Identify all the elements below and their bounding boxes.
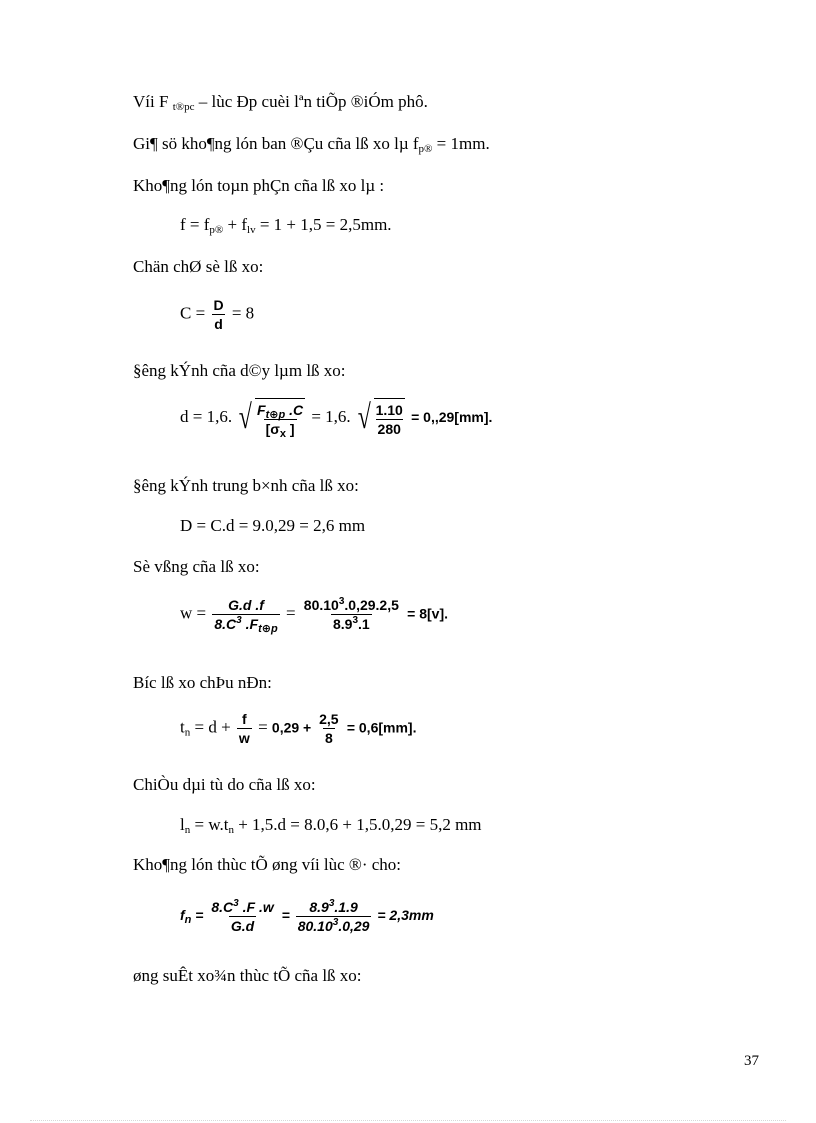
text-segment: = 8 [231,303,255,323]
formula-wire-diameter [180,398,492,438]
text-line-wire-diameter: §êng kÝnh cña d©y lµm lß xo: [133,361,346,380]
fraction-numerator [255,401,305,419]
fraction-numerator: G.d .f [228,597,264,613]
subscript: t®pc [172,101,195,113]
text-line-number-of-coils: Sè vßng cña lß xo: [133,557,260,576]
fraction [211,296,225,333]
square-root [355,398,407,438]
text-segment: + 1,5.d = 8.0,6 + 1,5.0,29 = 5,2 mm [233,815,482,834]
fraction [237,710,252,747]
superscript: 3 [236,615,242,626]
text-segment: = d + [190,717,235,737]
fraction-denominator: 8 [324,730,333,746]
text-segment: = 0,,29[mm]. [411,408,493,425]
text-segment: = 1,6. [311,406,351,426]
radical-sign: √ [357,399,371,436]
superscript: 3 [328,898,335,909]
text-segment: 0,29 + [271,719,316,736]
formula-free-length [180,815,482,835]
text-segment: 8.C [214,616,237,632]
text-line-pitch: Bíc lß xo chÞu nÐn: [133,673,272,692]
fraction [317,710,340,747]
superscript: 3 [332,917,339,928]
text-segment: ] [285,421,295,437]
radical-sign: √ [239,399,253,436]
fraction-denominator [264,419,297,438]
text-segment: – lùc Ðp cuèi lªn tiÕp ®iÓm phô. [194,92,428,111]
text-segment: .1.9 [334,899,358,915]
text-line-torsional-stress: øng suÊt xo¾n thùc tÕ cña lß xo: [133,966,362,985]
fraction-denominator [212,614,279,633]
text-segment: 80.10 [297,918,333,934]
fraction-denominator: d [214,316,223,332]
text-segment: .C [285,402,304,418]
text-segment: Víi F [133,92,173,111]
subscript: n [184,914,192,927]
fraction [296,898,372,935]
text-segment: .1 [358,616,370,632]
text-segment: = 0,6[mm]. [346,719,417,736]
superscript: 3 [233,898,239,909]
text-line-force-definition [133,92,428,112]
fraction-numerator: f [242,711,247,727]
text-segment: 8.9 [332,616,353,632]
text-segment: l [180,815,185,834]
formula-pitch [180,710,416,747]
formula-actual-deflection [180,898,434,935]
text-segment: = 1mm. [432,134,490,153]
text-segment: = 1 + 1,5 = 2,5mm. [255,215,392,234]
fraction-denominator [331,614,372,633]
superscript: 3 [338,596,345,607]
fraction-numerator [209,898,275,916]
subscript: x [279,428,286,440]
square-root [236,398,307,438]
formula-spring-index [180,296,254,333]
page-bottom-divider [30,1120,786,1121]
text-line-mean-diameter: §êng kÝnh trung b×nh cña lß xo: [133,476,359,495]
text-line-initial-deflection [133,134,490,154]
text-segment: [σ [265,421,280,437]
subscript: n [184,824,191,836]
text-segment: d = 1,6. [180,406,233,426]
fraction [209,898,275,935]
text-line-spring-index: Chän chØ sè lß xo: [133,257,264,276]
fraction-numerator: 1.10 [375,402,403,418]
fraction [302,596,401,633]
text-segment: = [285,603,300,623]
text-segment: C = [180,303,210,323]
subscript: n [184,726,191,739]
text-segment: 8.C [211,899,234,915]
text-segment: = [191,907,208,924]
fraction-numerator: D [213,297,224,313]
subscript: p® [209,224,224,236]
text-line-free-length: ChiÒu dµi tù do cña lß xo: [133,775,316,794]
text-line-actual-deflection: Kho¶ng lón thùc tÕ øng víi lùc ®· cho: [133,855,402,874]
text-segment: = [281,907,294,924]
formula-mean-diameter: D = C.d = 9.0,29 = 2,6 mm [180,516,366,535]
text-segment: 80.10 [303,597,339,613]
text-segment: F [257,402,266,418]
text-segment: = w.t [190,815,229,834]
formula-number-of-coils [180,596,448,633]
fraction-numerator: 2,5 [319,711,339,727]
fraction-numerator [307,898,359,916]
text-line-total-deflection: Kho¶ng lón toµn phÇn cña lß xo lµ : [133,176,385,195]
text-segment: f [180,907,185,924]
text-segment: 8.9 [309,899,329,915]
fraction-denominator: w [238,730,250,746]
text-segment: = [258,717,272,737]
fraction-denominator: 280 [377,421,401,437]
text-segment: = 8[v]. [407,605,448,622]
text-segment: = 2,3mm [377,907,434,924]
text-segment: f = f [180,215,210,234]
fraction-numerator [302,596,401,614]
page-number: 37 [744,1053,759,1069]
text-segment: .0,29 [338,918,370,934]
fraction-denominator [296,916,372,935]
text-segment: .F [241,616,259,632]
text-segment: t [180,717,185,737]
fraction [374,398,405,438]
formula-total-deflection [180,215,392,235]
subscript: n [228,824,234,836]
subscript: p® [418,143,433,155]
text-segment: Gi¶ sö kho¶ng lón ban ®Çu cña lß xo lµ f [133,134,419,153]
fraction-denominator: G.d [230,918,255,934]
fraction [255,398,305,438]
subscript: t⊕p [258,623,278,635]
text-segment: .0,29.2,5 [344,597,399,613]
text-segment: w = [180,603,211,623]
text-segment: .F .w [238,899,274,915]
subscript: t⊕p [265,409,286,421]
text-segment: + f [223,215,248,234]
subscript: lv [247,224,256,236]
superscript: 3 [352,615,358,626]
fraction [212,596,279,633]
